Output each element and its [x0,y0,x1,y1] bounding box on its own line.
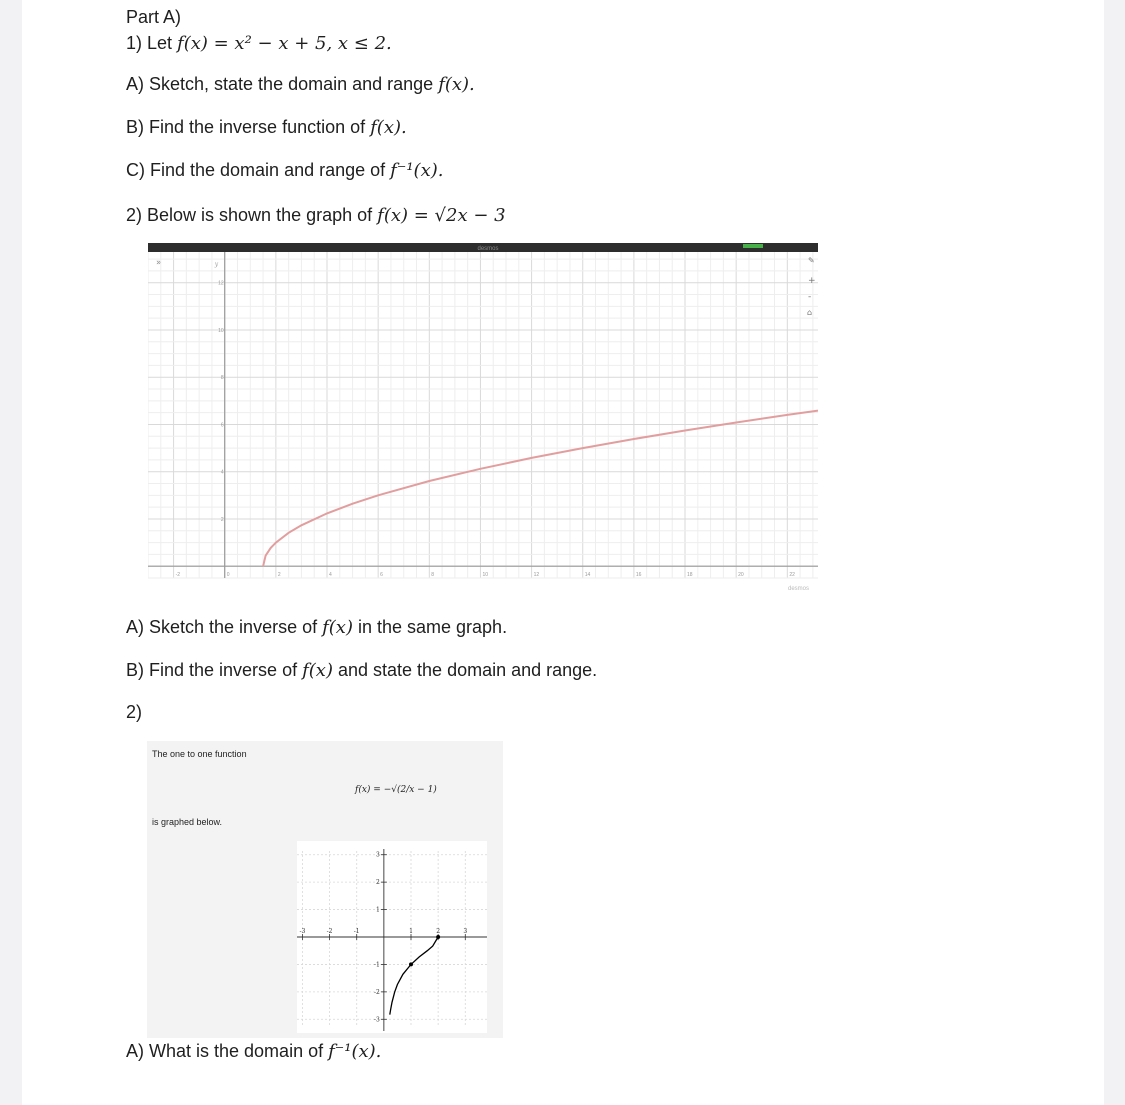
q3-formula: f(x) = −√(2/x − 1) [355,785,437,795]
x-tick-label: -3 [299,928,306,935]
q1-b-func: f(x). [370,117,407,138]
q2-b-tail: and state the domain and range. [337,660,598,680]
q2-a-func: f(x) [322,617,353,638]
x-tick-label: 22 [789,572,795,579]
x-tick-label: 16 [635,572,642,579]
desmos-graph-svg [148,243,818,605]
question-1 [126,33,392,54]
desmos-header-accent [743,244,763,248]
x-tick-label: 4 [329,572,332,579]
y-tick-label: -2 [373,988,380,996]
q2-a-text: A) Sketch the inverse of [126,617,318,637]
embedded-problem-image [147,741,503,1038]
q3-graph-svg [147,741,503,1038]
zoom-out-icon[interactable]: - [808,292,812,302]
q2-b-text: B) Find the inverse of [126,660,298,680]
q3-graphed-text: is graphed below. [152,817,223,827]
q2-function: f(x) = √2x − 3 [377,205,506,226]
zoom-in-icon[interactable]: + [808,276,816,286]
y-tick-label: 8 [220,375,224,382]
q1-b-text: B) Find the inverse function of [126,117,366,137]
y-tick-label: -1 [373,961,380,969]
desmos-corner-label: desmos [788,586,810,592]
graph1-grid [148,252,818,578]
y-tick-label: 3 [376,851,380,859]
x-tick-label: -2 [326,928,333,935]
q3-intro: The one to one function [152,749,247,759]
graph1-axes [148,252,818,578]
x-tick-label: 1 [409,928,413,935]
curve-point [436,935,440,939]
question-3-label: 2) [126,702,143,722]
q2-b-func: f(x) [302,660,333,681]
q1-c-text: C) Find the domain and range of [126,160,386,180]
q1-function: f(x) = x² − x + 5, x ≤ 2. [177,33,392,54]
desmos-brand-label: desmos [477,246,499,252]
q2-part-a [126,617,507,638]
x-tick-label: -1 [353,928,360,935]
q1-part-b [126,117,407,138]
q2-a-tail: in the same graph. [357,617,508,637]
x-tick-label: 0 [226,572,230,579]
q2-text: 2) Below is shown the graph of [126,205,373,225]
q1-c-func: f⁻¹(x). [390,160,444,181]
x-tick-label: 18 [687,572,693,579]
q1-a-text: A) Sketch, state the domain and range [126,74,434,94]
q1-a-func: f(x). [438,74,475,95]
y-tick-label: 2 [376,879,380,887]
y-tick-label: 12 [218,280,224,287]
x-tick-label: -2 [175,572,181,579]
y-tick-label: 10 [218,327,224,334]
q2-part-b [126,660,597,681]
x-tick-label: 10 [482,572,489,579]
question-2 [126,205,506,226]
part-heading: Part A) [126,7,182,27]
expand-icon[interactable]: » [156,258,162,268]
y-tick-label: 4 [220,469,224,476]
x-tick-label: 6 [380,572,383,579]
y-axis-label: y [214,261,219,268]
q1-part-c [126,160,443,181]
x-tick-label: 8 [431,572,435,579]
x-tick-label: 12 [533,572,540,579]
x-tick-label: 14 [584,572,591,579]
x-tick-label: 2 [436,928,441,935]
x-tick-label: 2 [277,572,281,579]
y-tick-label: 2 [220,516,224,523]
y-tick-label: 6 [220,422,224,429]
home-icon[interactable]: ⌂ [807,308,813,317]
x-tick-label: 3 [463,928,468,935]
q1-prefix: 1) Let [126,33,173,53]
y-tick-label: -3 [373,1016,380,1024]
q3-a-text: A) What is the domain of [126,1041,324,1061]
curve-point [409,962,413,966]
q1-part-a [126,74,475,95]
desmos-graph [148,243,818,605]
x-tick-label: 20 [738,572,744,579]
y-tick-label: 1 [376,906,380,914]
q3-a-func: f⁻¹(x). [328,1041,382,1062]
q3-part-a [126,1041,381,1062]
wrench-icon[interactable]: ✎ [808,256,815,265]
